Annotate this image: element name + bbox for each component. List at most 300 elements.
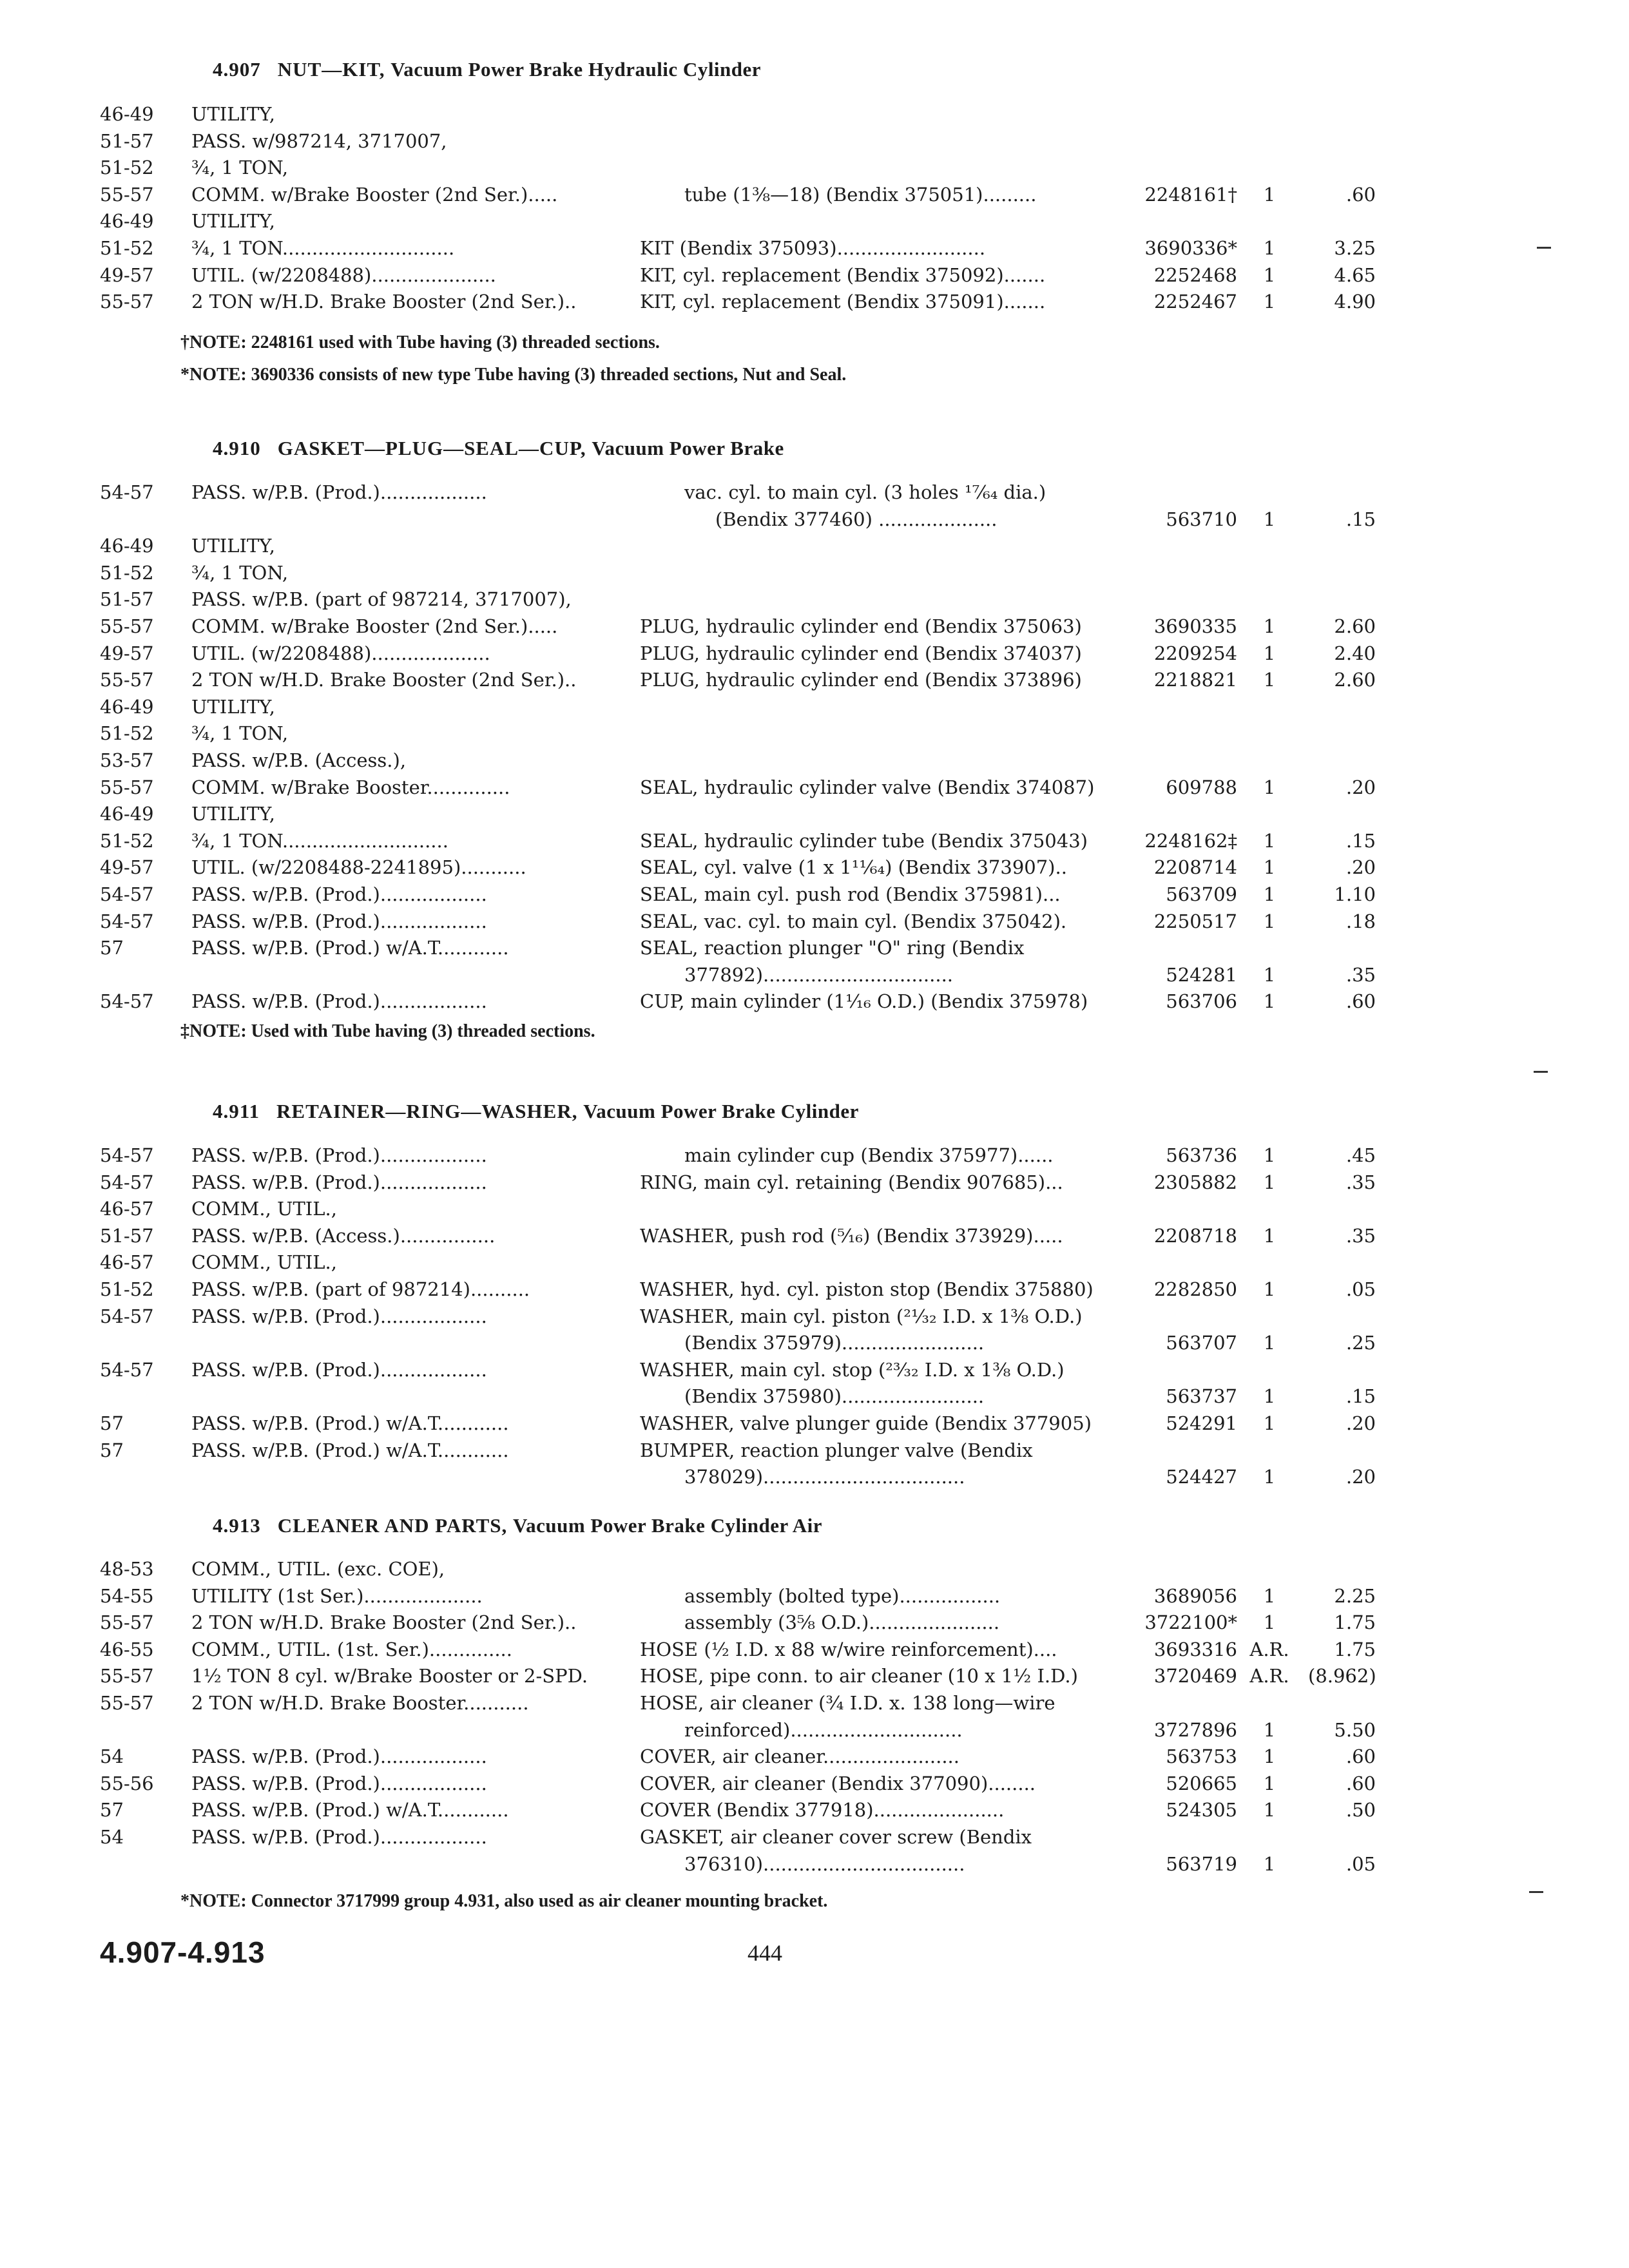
part-number: 2252467 <box>1153 291 1237 312</box>
part-number: 3693316 <box>1153 1639 1237 1660</box>
table-row <box>0 720 1629 747</box>
model-application: 2 TON w/H.D. Brake Booster (2nd Ser.).. <box>191 1611 577 1633</box>
quantity: 1 <box>1263 1773 1276 1794</box>
part-description: HOSE, pipe conn. to air cleaner (10 x 1½ I.D.) <box>640 1665 1078 1687</box>
part-number: 524281 <box>1166 964 1237 986</box>
quantity: 1 <box>1263 1144 1276 1166</box>
year-range: 51-52 <box>100 830 154 852</box>
part-number: 563710 <box>1166 508 1237 530</box>
table-row <box>0 613 1629 640</box>
quantity: 1 <box>1263 964 1276 986</box>
table-row <box>0 1142 1629 1169</box>
table-row <box>0 640 1629 667</box>
year-range: 54-55 <box>100 1585 154 1607</box>
year-range: 55-57 <box>100 184 154 206</box>
year-range: 57 <box>100 1799 124 1821</box>
table-row <box>0 586 1629 613</box>
table-row <box>0 1743 1629 1770</box>
model-application: COMM. w/Brake Booster (2nd Ser.)..... <box>191 184 558 206</box>
year-range: 51-57 <box>100 588 154 610</box>
model-application: COMM., UTIL. (1st. Ser.).............. <box>191 1639 512 1660</box>
part-description: WASHER, main cyl. piston (²¹⁄₃₂ I.D. x 1⅜ O.D.) <box>640 1305 1083 1327</box>
part-description: PLUG, hydraulic cylinder end (Bendix 374037) <box>640 642 1082 664</box>
price: (8.962) <box>1308 1665 1376 1687</box>
year-range: 49-57 <box>100 642 154 664</box>
year-range: 55-57 <box>100 1665 154 1687</box>
table-row <box>0 1169 1629 1196</box>
part-description: assembly (3⅝ O.D.)...................... <box>684 1611 1000 1633</box>
model-application: ¾, 1 TON, <box>191 722 289 744</box>
table-row <box>0 774 1629 801</box>
model-application: PASS. w/P.B. (Prod.).................. <box>191 1745 487 1767</box>
table-row <box>0 1796 1629 1823</box>
section-subtitle: Vacuum Power Brake <box>592 437 784 459</box>
price: .35 <box>1345 1171 1376 1193</box>
year-range: 54-57 <box>100 1171 154 1193</box>
part-number: 524305 <box>1166 1799 1237 1821</box>
table-row <box>0 207 1629 235</box>
part-description: WASHER, valve plunger guide (Bendix 377905) <box>640 1412 1092 1434</box>
price: .20 <box>1345 1412 1376 1434</box>
price: 2.25 <box>1334 1585 1376 1607</box>
section-note: †NOTE: 2248161 used with Tube having (3) threaded sections. <box>180 332 660 352</box>
quantity: 1 <box>1263 1225 1276 1247</box>
table-row <box>0 1582 1629 1610</box>
table-row <box>0 262 1629 289</box>
year-range: 54-57 <box>100 1359 154 1381</box>
year-range: 51-52 <box>100 237 154 259</box>
table-row <box>0 1850 1629 1878</box>
year-range: 54-57 <box>100 910 154 932</box>
quantity: 1 <box>1263 1853 1276 1875</box>
section-subtitle: Vacuum Power Brake Hydraulic Cylinder <box>390 58 762 81</box>
part-description: GASKET, air cleaner cover screw (Bendix <box>640 1826 1032 1848</box>
year-range: 46-57 <box>100 1198 154 1220</box>
year-range: 55-57 <box>100 291 154 312</box>
model-application: PASS. w/P.B. (Prod.) w/A.T............ <box>191 1439 509 1461</box>
quantity: 1 <box>1263 776 1276 798</box>
section-note: *NOTE: 3690336 consists of new type Tube having (3) threaded sections, Nut and Seal. <box>180 365 847 385</box>
year-range: 46-49 <box>100 535 154 557</box>
part-number: 520665 <box>1166 1773 1237 1794</box>
model-application: UTIL. (w/2208488)..................... <box>191 264 496 286</box>
part-description: WASHER, hyd. cyl. piston stop (Bendix 375880) <box>640 1278 1094 1300</box>
footer-page-number: 444 <box>747 1940 782 1966</box>
year-range: 54-57 <box>100 883 154 905</box>
model-application: PASS. w/P.B. (part of 987214).......... <box>191 1278 530 1300</box>
part-description: SEAL, reaction plunger "O" ring (Bendix <box>640 937 1025 959</box>
section-subtitle: Vacuum Power Brake Cylinder Air <box>513 1514 822 1537</box>
table-row <box>0 506 1629 533</box>
table-row <box>0 800 1629 827</box>
part-description: COVER, air cleaner (Bendix 377090)........ <box>640 1773 1036 1794</box>
model-application: COMM. w/Brake Booster.............. <box>191 776 510 798</box>
part-description: COVER (Bendix 377918)...................... <box>640 1799 1005 1821</box>
part-description: main cylinder cup (Bendix 375977)...... <box>684 1144 1054 1166</box>
price: .15 <box>1345 508 1376 530</box>
model-application: PASS. w/P.B. (part of 987214, 3717007), <box>191 588 572 610</box>
year-range: 54-57 <box>100 481 154 503</box>
model-application: PASS. w/P.B. (Prod.).................. <box>191 883 487 905</box>
model-application: PASS. w/P.B. (Prod.).................. <box>191 910 487 932</box>
year-range: 46-49 <box>100 210 154 232</box>
part-description: assembly (bolted type)................. <box>684 1585 1001 1607</box>
table-row <box>0 1410 1629 1437</box>
year-range: 54-57 <box>100 1144 154 1166</box>
year-range: 49-57 <box>100 264 154 286</box>
price: 1.10 <box>1334 883 1376 905</box>
section-note: ‡NOTE: Used with Tube having (3) threaded sections. <box>180 1021 595 1041</box>
quantity: 1 <box>1263 1745 1276 1767</box>
year-range: 51-57 <box>100 1225 154 1247</box>
year-range: 53-57 <box>100 749 154 771</box>
part-description: (Bendix 375979)........................ <box>684 1332 985 1354</box>
table-row <box>0 1770 1629 1797</box>
part-description: (Bendix 377460) .................... <box>715 508 998 530</box>
part-number: 2305882 <box>1153 1171 1237 1193</box>
quantity: 1 <box>1263 615 1276 637</box>
price: .20 <box>1345 856 1376 878</box>
year-range: 46-49 <box>100 103 154 125</box>
year-range: 57 <box>100 937 124 959</box>
table-row <box>0 827 1629 854</box>
price: .60 <box>1345 1773 1376 1794</box>
model-application: ¾, 1 TON, <box>191 562 289 584</box>
part-number: 2250517 <box>1153 910 1237 932</box>
table-row <box>0 1356 1629 1383</box>
table-row <box>0 1636 1629 1663</box>
quantity: A.R. <box>1249 1639 1289 1660</box>
table-row <box>0 747 1629 774</box>
part-number: 563709 <box>1166 883 1237 905</box>
price: .50 <box>1345 1799 1376 1821</box>
price: .15 <box>1345 830 1376 852</box>
year-range: 48-53 <box>100 1558 154 1580</box>
price: .15 <box>1345 1385 1376 1407</box>
quantity: 1 <box>1263 1611 1276 1633</box>
quantity: 1 <box>1263 291 1276 312</box>
model-application: UTILITY, <box>191 103 275 125</box>
model-application: PASS. w/P.B. (Access.), <box>191 749 407 771</box>
model-application: PASS. w/P.B. (Access.)................ <box>191 1225 496 1247</box>
model-application: UTILITY, <box>191 535 275 557</box>
table-row <box>0 854 1629 881</box>
table-row <box>0 1689 1629 1716</box>
section-number: 4.910 <box>213 437 261 459</box>
year-range: 54-57 <box>100 990 154 1012</box>
part-description: 376310).................................. <box>684 1853 965 1875</box>
table-row <box>0 154 1629 181</box>
model-application: PASS. w/P.B. (Prod.).................. <box>191 1773 487 1794</box>
table-row <box>0 988 1629 1015</box>
table-row <box>0 128 1629 155</box>
model-application: PASS. w/P.B. (Prod.).................. <box>191 1359 487 1381</box>
part-number: 563719 <box>1166 1853 1237 1875</box>
part-description: SEAL, hydraulic cylinder tube (Bendix 375043) <box>640 830 1088 852</box>
section-title: GASKET—PLUG—SEAL—CUP, <box>277 437 586 459</box>
price: 2.40 <box>1334 642 1376 664</box>
part-description: SEAL, cyl. valve (1 x 1¹¹⁄₆₄) (Bendix 373907).. <box>640 856 1067 878</box>
part-number: 3720469 <box>1153 1665 1237 1687</box>
year-range: 51-52 <box>100 157 154 178</box>
part-number: 563706 <box>1166 990 1237 1012</box>
part-description: 378029).................................. <box>684 1466 965 1488</box>
quantity: 1 <box>1263 1799 1276 1821</box>
section-note: *NOTE: Connector 3717999 group 4.931, also used as air cleaner mounting bracket. <box>180 1891 828 1911</box>
table-row <box>0 532 1629 559</box>
part-description: CUP, main cylinder (1¹⁄₁₆ O.D.) (Bendix 375978) <box>640 990 1088 1012</box>
quantity: 1 <box>1263 642 1276 664</box>
part-description: SEAL, hydraulic cylinder valve (Bendix 374087) <box>640 776 1095 798</box>
quantity: A.R. <box>1249 1665 1289 1687</box>
price: 1.75 <box>1334 1611 1376 1633</box>
price: 4.65 <box>1334 264 1376 286</box>
model-application: COMM. w/Brake Booster (2nd Ser.)..... <box>191 615 558 637</box>
table-row <box>0 1716 1629 1744</box>
table-row <box>0 1329 1629 1356</box>
year-range: 51-52 <box>100 722 154 744</box>
table-row <box>0 1383 1629 1410</box>
year-range: 55-56 <box>100 1773 154 1794</box>
table-row <box>0 1555 1629 1582</box>
model-application: COMM., UTIL., <box>191 1198 337 1220</box>
year-range: 49-57 <box>100 856 154 878</box>
table-row <box>0 235 1629 262</box>
table-row <box>0 1662 1629 1689</box>
year-range: 55-57 <box>100 615 154 637</box>
quantity: 1 <box>1263 184 1276 206</box>
part-description: reinforced)............................. <box>684 1719 963 1741</box>
part-description: SEAL, vac. cyl. to main cyl. (Bendix 375042). <box>640 910 1067 932</box>
model-application: 1½ TON 8 cyl. w/Brake Booster or 2-SPD. <box>191 1665 588 1687</box>
model-application: UTILITY, <box>191 696 275 718</box>
part-description: KIT (Bendix 375093)......................... <box>640 237 986 259</box>
part-description: WASHER, main cyl. stop (²³⁄₃₂ I.D. x 1⅜ O.D.) <box>640 1359 1065 1381</box>
price: .20 <box>1345 776 1376 798</box>
year-range: 55-57 <box>100 1611 154 1633</box>
part-description: KIT, cyl. replacement (Bendix 375091)....... <box>640 291 1046 312</box>
part-number: 524291 <box>1166 1412 1237 1434</box>
year-range: 55-57 <box>100 1692 154 1714</box>
model-application: COMM., UTIL., <box>191 1251 337 1273</box>
price: .05 <box>1345 1853 1376 1875</box>
part-description: BUMPER, reaction plunger valve (Bendix <box>640 1439 1033 1461</box>
price: .45 <box>1345 1144 1376 1166</box>
price: 3.25 <box>1334 237 1376 259</box>
quantity: 1 <box>1263 237 1276 259</box>
table-row <box>0 1249 1629 1276</box>
model-application: PASS. w/P.B. (Prod.).................. <box>191 990 487 1012</box>
part-number: 563753 <box>1166 1745 1237 1767</box>
section-heading <box>213 1100 859 1123</box>
quantity: 1 <box>1263 1171 1276 1193</box>
price: 2.60 <box>1334 669 1376 691</box>
part-number: 609788 <box>1166 776 1237 798</box>
year-range: 54-57 <box>100 1305 154 1327</box>
price: .20 <box>1345 1466 1376 1488</box>
model-application: PASS. w/P.B. (Prod.).................. <box>191 1144 487 1166</box>
quantity: 1 <box>1263 910 1276 932</box>
quantity: 1 <box>1263 883 1276 905</box>
part-description: HOSE (½ I.D. x 88 w/wire reinforcement).... <box>640 1639 1057 1660</box>
part-description: 377892)................................ <box>684 964 954 986</box>
price: 2.60 <box>1334 615 1376 637</box>
part-number: 2208718 <box>1153 1225 1237 1247</box>
part-description: KIT, cyl. replacement (Bendix 375092)....... <box>640 264 1046 286</box>
table-row <box>0 1463 1629 1490</box>
part-number: 563707 <box>1166 1332 1237 1354</box>
table-row <box>0 479 1629 506</box>
quantity: 1 <box>1263 1332 1276 1354</box>
section-subtitle: Vacuum Power Brake Cylinder <box>583 1100 859 1122</box>
quantity: 1 <box>1263 1278 1276 1300</box>
part-number: 563737 <box>1166 1385 1237 1407</box>
price: .18 <box>1345 910 1376 932</box>
year-range: 57 <box>100 1439 124 1461</box>
model-application: PASS. w/P.B. (Prod.).................. <box>191 1305 487 1327</box>
price: .25 <box>1345 1332 1376 1354</box>
model-application: 2 TON w/H.D. Brake Booster (2nd Ser.).. <box>191 291 577 312</box>
model-application: COMM., UTIL. (exc. COE), <box>191 1558 445 1580</box>
quantity: 1 <box>1263 1719 1276 1741</box>
model-application: PASS. w/P.B. (Prod.).................. <box>191 481 487 503</box>
part-number: 2248161† <box>1144 184 1237 206</box>
year-range: 46-55 <box>100 1639 154 1660</box>
part-number: 3690335 <box>1153 615 1237 637</box>
year-range: 46-49 <box>100 803 154 825</box>
year-range: 55-57 <box>100 669 154 691</box>
year-range: 46-49 <box>100 696 154 718</box>
part-description: COVER, air cleaner....................... <box>640 1745 959 1767</box>
table-row <box>0 934 1629 961</box>
section-heading <box>213 437 784 460</box>
part-description: WASHER, push rod (⁵⁄₁₆) (Bendix 373929)..... <box>640 1225 1063 1247</box>
year-range: 57 <box>100 1412 124 1434</box>
table-row <box>0 1303 1629 1330</box>
section-heading <box>213 58 761 81</box>
part-description: PLUG, hydraulic cylinder end (Bendix 375063) <box>640 615 1082 637</box>
price: 1.75 <box>1334 1639 1376 1660</box>
part-description: tube (1⅜—18) (Bendix 375051)......... <box>684 184 1037 206</box>
section-number: 4.913 <box>213 1514 261 1537</box>
year-range: 51-57 <box>100 130 154 152</box>
part-number: 3690336* <box>1144 237 1237 259</box>
part-number: 2208714 <box>1153 856 1237 878</box>
margin-tick <box>1534 1071 1548 1073</box>
table-row <box>0 881 1629 908</box>
part-description: vac. cyl. to main cyl. (3 holes ¹⁷⁄₆₄ dia.) <box>684 481 1046 503</box>
part-number: 3727896 <box>1153 1719 1237 1741</box>
model-application: PASS. w/987214, 3717007, <box>191 130 447 152</box>
price: .60 <box>1345 184 1376 206</box>
footer-section-range: 4.907-4.913 <box>100 1936 265 1969</box>
table-row <box>0 1609 1629 1636</box>
table-row <box>0 1276 1629 1303</box>
section-number: 4.911 <box>213 1100 260 1122</box>
section-title: RETAINER—RING—WASHER, <box>276 1100 578 1122</box>
model-application: PASS. w/P.B. (Prod.) w/A.T............ <box>191 1412 509 1434</box>
price: .35 <box>1345 1225 1376 1247</box>
price: 5.50 <box>1334 1719 1376 1741</box>
part-description: SEAL, main cyl. push rod (Bendix 375981)... <box>640 883 1061 905</box>
section-heading <box>213 1514 822 1537</box>
table-row <box>0 1195 1629 1222</box>
quantity: 1 <box>1263 1585 1276 1607</box>
quantity: 1 <box>1263 508 1276 530</box>
model-application: UTIL. (w/2208488).................... <box>191 642 490 664</box>
table-row <box>0 1437 1629 1464</box>
quantity: 1 <box>1263 990 1276 1012</box>
part-number: 2282850 <box>1153 1278 1237 1300</box>
model-application: UTILITY (1st Ser.).................... <box>191 1585 483 1607</box>
part-number: 3689056 <box>1153 1585 1237 1607</box>
quantity: 1 <box>1263 1385 1276 1407</box>
quantity: 1 <box>1263 669 1276 691</box>
section-title: CLEANER AND PARTS, <box>277 1514 508 1537</box>
margin-tick <box>1529 1891 1543 1893</box>
table-row <box>0 181 1629 208</box>
quantity: 1 <box>1263 856 1276 878</box>
price: .05 <box>1345 1278 1376 1300</box>
model-application: ¾, 1 TON............................. <box>191 237 455 259</box>
table-row <box>0 101 1629 128</box>
price: .60 <box>1345 990 1376 1012</box>
part-description: (Bendix 375980)........................ <box>684 1385 985 1407</box>
year-range: 51-52 <box>100 562 154 584</box>
quantity: 1 <box>1263 1412 1276 1434</box>
table-row <box>0 1823 1629 1850</box>
year-range: 51-52 <box>100 1278 154 1300</box>
quantity: 1 <box>1263 830 1276 852</box>
price: .35 <box>1345 964 1376 986</box>
section-number: 4.907 <box>213 58 261 81</box>
table-row <box>0 559 1629 586</box>
table-row <box>0 693 1629 720</box>
part-number: 3722100* <box>1144 1611 1237 1633</box>
model-application: PASS. w/P.B. (Prod.).................. <box>191 1171 487 1193</box>
model-application: PASS. w/P.B. (Prod.) w/A.T............ <box>191 937 509 959</box>
model-application: ¾, 1 TON............................ <box>191 830 448 852</box>
section-title: NUT—KIT, <box>277 58 385 81</box>
table-row <box>0 908 1629 935</box>
table-row <box>0 666 1629 693</box>
model-application: 2 TON w/H.D. Brake Booster........... <box>191 1692 529 1714</box>
year-range: 55-57 <box>100 776 154 798</box>
price: 4.90 <box>1334 291 1376 312</box>
part-description: RING, main cyl. retaining (Bendix 907685)... <box>640 1171 1063 1193</box>
year-range: 54 <box>100 1826 124 1848</box>
part-number: 563736 <box>1166 1144 1237 1166</box>
table-row <box>0 961 1629 988</box>
table-row <box>0 288 1629 315</box>
quantity: 1 <box>1263 1466 1276 1488</box>
model-application: UTILITY, <box>191 803 275 825</box>
table-row <box>0 1222 1629 1249</box>
model-application: ¾, 1 TON, <box>191 157 289 178</box>
part-number: 2248162‡ <box>1144 830 1237 852</box>
price: .60 <box>1345 1745 1376 1767</box>
part-number: 524427 <box>1166 1466 1237 1488</box>
margin-tick <box>1537 247 1551 249</box>
part-number: 2252468 <box>1153 264 1237 286</box>
part-number: 2209254 <box>1153 642 1237 664</box>
part-description: PLUG, hydraulic cylinder end (Bendix 373896) <box>640 669 1082 691</box>
model-application: 2 TON w/H.D. Brake Booster (2nd Ser.).. <box>191 669 577 691</box>
year-range: 46-57 <box>100 1251 154 1273</box>
model-application: UTILITY, <box>191 210 275 232</box>
part-number: 2218821 <box>1153 669 1237 691</box>
part-description: HOSE, air cleaner (¾ I.D. x. 138 long—wire <box>640 1692 1055 1714</box>
